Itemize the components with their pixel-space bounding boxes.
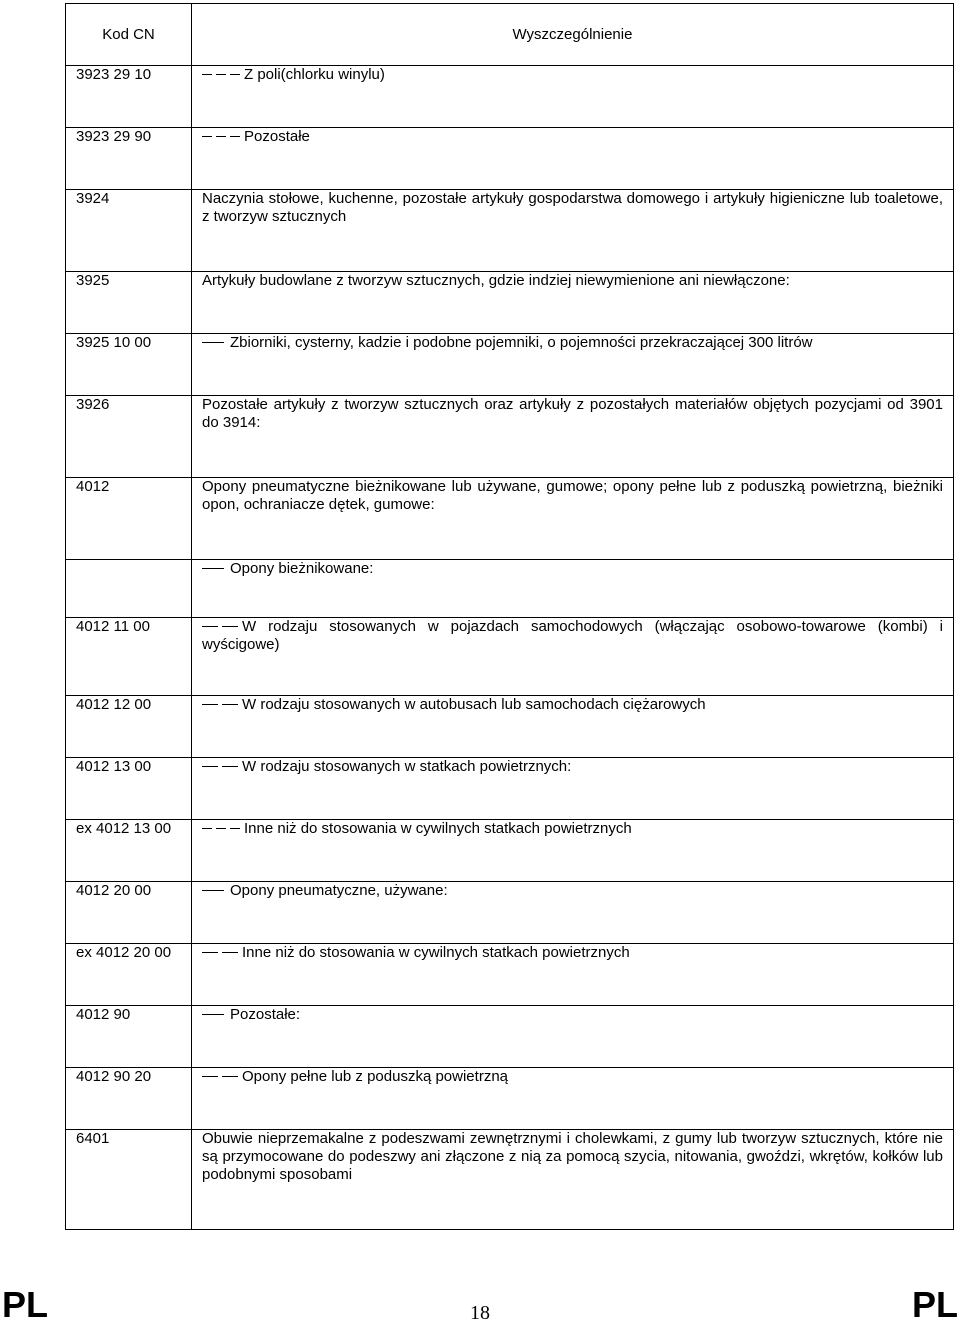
description-cell [192, 1006, 954, 1068]
cn-code-cell: 4012 11 00 [66, 618, 192, 696]
cn-code-table [65, 3, 954, 1230]
table-row [66, 128, 954, 190]
table-row [66, 1006, 954, 1068]
cn-code-cell: 4012 90 [66, 1006, 192, 1068]
description-cell [192, 696, 954, 758]
cn-code-cell: ex 4012 20 00 [66, 944, 192, 1006]
cn-code-cell: 4012 20 00 [66, 882, 192, 944]
description-text: Pozostałe artykuły z tworzyw sztucznych oraz artykuły z pozostałych materiałów objętych pozycjami od 3901 do 3914: [202, 396, 943, 431]
description-text: Pozostałe [244, 128, 310, 145]
table-row [66, 190, 954, 272]
table-row [66, 618, 954, 696]
indent-dash [216, 74, 226, 75]
description-cell [192, 820, 954, 882]
table-header-row [66, 4, 954, 66]
table-row [66, 272, 954, 334]
cn-code-cell: 4012 13 00 [66, 758, 192, 820]
indent-dash [230, 74, 240, 75]
table-row [66, 334, 954, 396]
description-cell [192, 560, 954, 618]
description-text: W rodzaju stosowanych w autobusach lub samochodach ciężarowych [242, 696, 706, 713]
description-cell [192, 618, 954, 696]
description-text: Naczynia stołowe, kuchenne, pozostałe artykuły gospodarstwa domowego i artykuły higieniczne lub toaletowe, z tworzyw sztucznych [202, 190, 943, 225]
indent-dash [202, 766, 218, 767]
cn-code-cell: 3923 29 10 [66, 66, 192, 128]
cn-code-cell: 3926 [66, 396, 192, 478]
description-cell [192, 334, 954, 396]
indent-dash [202, 828, 212, 829]
description-cell [192, 882, 954, 944]
description-cell [192, 66, 954, 128]
table-row [66, 696, 954, 758]
description-text: Zbiorniki, cysterny, kadzie i podobne pojemniki, o pojemności przekraczającej 300 litrów [230, 334, 813, 351]
indent-dash [216, 136, 226, 137]
cn-code-cell [66, 560, 192, 618]
indent-dash [222, 952, 238, 953]
description-cell [192, 1068, 954, 1130]
page-number: 18 [470, 1302, 490, 1324]
cn-code-cell: 4012 [66, 478, 192, 560]
indent-dash [202, 1076, 218, 1077]
indent-dash [202, 952, 218, 953]
indent-dash [202, 136, 212, 137]
indent-dash [202, 626, 218, 627]
indent-dash [216, 828, 226, 829]
indent-dash [202, 890, 224, 891]
description-cell [192, 396, 954, 478]
description-text: Opony pełne lub z poduszką powietrzną [242, 1068, 509, 1085]
description-text: W rodzaju stosowanych w pojazdach samochodowych (włączając osobowo-towarowe (kombi) i wyścigowe) [202, 618, 943, 653]
table-row [66, 560, 954, 618]
footer-country-code-right: PL [911, 1284, 958, 1325]
indent-dash [202, 568, 224, 569]
cn-code-cell: 3924 [66, 190, 192, 272]
indent-dash [202, 74, 212, 75]
table-row [66, 882, 954, 944]
table-row [66, 944, 954, 1006]
description-cell [192, 272, 954, 334]
indent-dash [230, 136, 240, 137]
description-text: Opony bieżnikowane: [230, 560, 374, 577]
description-text: Obuwie nieprzemakalne z podeszwami zewnętrznymi i cholewkami, z gumy lub tworzyw sztucznych, które nie są przymocowane do podeszwy ani złączone z nią za pomocą szycia, nitowania, gwoździ, wkrętów, kołków lub podobnymi sposobami [202, 1130, 943, 1183]
description-text: Inne niż do stosowania w cywilnych statkach powietrznych [242, 944, 630, 961]
table-row [66, 66, 954, 128]
description-text: Z poli(chlorku winylu) [244, 66, 385, 83]
description-text: Pozostałe: [230, 1006, 301, 1023]
description-text: Artykuły budowlane z tworzyw sztucznych, gdzie indziej niewymienione ani niewłączone: [202, 272, 790, 289]
footer-country-code-left: PL [2, 1284, 49, 1325]
description-cell [192, 944, 954, 1006]
indent-dash [222, 1076, 238, 1077]
indent-dash [202, 704, 218, 705]
table-row [66, 1068, 954, 1130]
cn-code-cell: 3925 [66, 272, 192, 334]
table-row [66, 396, 954, 478]
cn-code-cell: 6401 [66, 1130, 192, 1230]
indent-dash [202, 342, 224, 343]
cn-code-cell: ex 4012 13 00 [66, 820, 192, 882]
cn-code-cell: 3925 10 00 [66, 334, 192, 396]
description-text: Inne niż do stosowania w cywilnych statkach powietrznych [244, 820, 632, 837]
description-cell [192, 758, 954, 820]
indent-dash [222, 704, 238, 705]
indent-dash [222, 626, 238, 627]
table-row [66, 820, 954, 882]
description-text: W rodzaju stosowanych w statkach powietrznych: [242, 758, 572, 775]
description-cell [192, 128, 954, 190]
description-text: Opony pneumatyczne bieżnikowane lub używane, gumowe; opony pełne lub z poduszką powietrzną, bieżniki opon, ochraniacze dętek, gumowe: [202, 478, 943, 513]
table-row [66, 478, 954, 560]
cn-code-cell: 4012 12 00 [66, 696, 192, 758]
description-text: Opony pneumatyczne, używane: [230, 882, 448, 899]
table-row [66, 1130, 954, 1230]
indent-dash [222, 766, 238, 767]
cn-code-cell: 4012 90 20 [66, 1068, 192, 1130]
header-wyszczegolnienie: Wyszczególnienie [192, 4, 954, 66]
description-cell [192, 478, 954, 560]
indent-dash [230, 828, 240, 829]
description-cell [192, 1130, 954, 1230]
cn-code-cell: 3923 29 90 [66, 128, 192, 190]
indent-dash [202, 1014, 224, 1015]
description-cell [192, 190, 954, 272]
header-kod-cn: Kod CN [66, 4, 192, 66]
table-row [66, 758, 954, 820]
